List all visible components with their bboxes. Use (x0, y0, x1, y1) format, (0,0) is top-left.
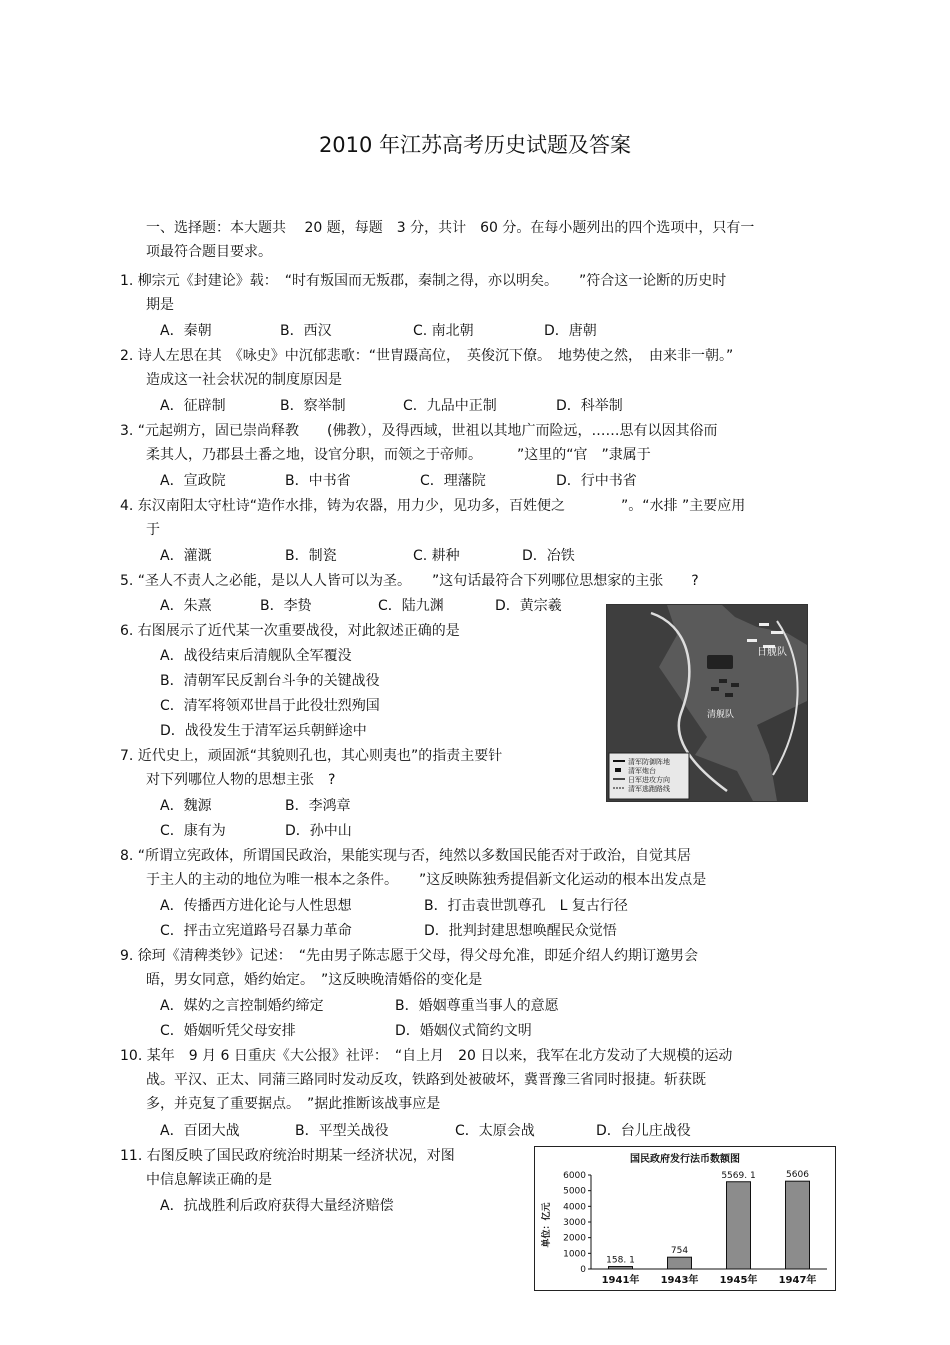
option: C．九品中正制 (403, 398, 497, 414)
option: C. 南北朝 (413, 323, 474, 339)
option: A．百团大战 (160, 1123, 240, 1139)
bar-value-label: 5606 (786, 1170, 809, 1181)
option: A．魏源 (160, 798, 212, 814)
option: C．理藩院 (420, 473, 486, 489)
option: D．婚姻仪式简约文明 (395, 1023, 532, 1039)
map-legend-item: 清军防御阵地 (628, 758, 670, 766)
bar-value-label: 158. 1 (606, 1255, 635, 1266)
option: A．秦朝 (160, 323, 212, 339)
y-tick-label: 3000 (563, 1218, 586, 1228)
option: B．打击袁世凯尊孔 L 复古行径 (424, 898, 628, 914)
y-tick-label: 5000 (563, 1186, 586, 1197)
page-title: 2010 年江苏高考历史试题及答案 (318, 133, 632, 157)
option: B．婚姻尊重当事人的意愿 (395, 998, 559, 1014)
question-stem: 柔其人，乃郡县土番之地，设官分职，而领之于帝师。 ”这里的“官 ”隶属于 (146, 447, 651, 463)
question-stem: 9. 徐珂《清稗类钞》记述： “先由男子陈志愿于父母，得父母允准，即延介绍人约期订邀男会 (120, 948, 699, 964)
bar-value-label: 754 (670, 1246, 689, 1257)
question-stem: 8. “所谓立宪政体，所谓国民政治，果能实现与否，纯然以多数国民能否对于政治，自觉其居 (120, 848, 692, 864)
question-stem: 造成这一社会状况的制度原因是 (146, 372, 342, 388)
question-stem: 中信息解读正确的是 (146, 1172, 272, 1188)
x-tick-label: 1943年 (660, 1275, 699, 1286)
y-tick-label: 4000 (563, 1202, 586, 1213)
bar (727, 1182, 751, 1269)
question-stem: 晤，男女同意，婚约始定。 ”这反映晚清婚俗的变化是 (146, 972, 483, 988)
option: D．批判封建思想唤醒民众觉悟 (424, 923, 617, 939)
map-legend-item: 清军逃跑路线 (628, 785, 670, 793)
option: D．科举制 (556, 398, 623, 414)
question-stem: 2. 诗人左思在其 《咏史》中沉郁悲歌：“世胄蹑高位， 英俊沉下僚。 地势使之然， 由来非一朝。” (120, 348, 734, 364)
option: C．婚姻听凭父母安排 (160, 1023, 296, 1039)
option: C．清军将领邓世昌于此役壮烈殉国 (160, 698, 380, 714)
option: B．察举制 (280, 398, 346, 414)
question-stem: 6. 右图展示了近代某一次重要战役，对此叙述正确的是 (120, 623, 460, 639)
chart-title: 国民政府发行法币数额图 (630, 1154, 740, 1165)
option: A．灌溉 (160, 548, 212, 564)
question-stem: 对下列哪位人物的思想主张 ? (146, 772, 336, 788)
section-instruction-line2: 项最符合题目要求。 (146, 244, 272, 260)
y-tick-label: 6000 (563, 1171, 586, 1181)
option: A．媒妁之言控制婚约缔定 (160, 998, 324, 1014)
option: A．朱熹 (160, 598, 212, 614)
bar-value-label: 5569. 1 (721, 1170, 756, 1181)
question-stem: 4. 东汉南阳太守杜诗“造作水排，铸为农器，用力少，见功多，百姓便之 ”。“水排 ”主要应用 (120, 498, 746, 514)
question-stem: 于主人的主动的地位为唯一根本之条件。 ”这反映陈独秀提倡新文化运动的根本出发点是 (146, 872, 707, 888)
bar (786, 1181, 810, 1269)
option: A．宣政院 (160, 473, 226, 489)
option: D．冶铁 (522, 548, 575, 564)
question-stem: 战。平汉、正太、同蒲三路同时发动反攻，铁路到处被破坏，冀晋豫三省同时报捷。斩获既 (146, 1072, 706, 1088)
question-stem: 3. “元起朔方，固已崇尚释教 (佛教），及得西域，世祖以其地广而险远，……思有以因其俗而 (120, 423, 718, 439)
option: D．唐朝 (544, 323, 597, 339)
option: C．陆九渊 (378, 598, 444, 614)
option: A．抗战胜利后政府获得大量经济赔偿 (160, 1198, 394, 1214)
option: D．行中书省 (556, 473, 637, 489)
option: C．太原会战 (455, 1123, 535, 1139)
option: D．黄宗羲 (495, 598, 562, 614)
option: D．战役发生于清军运兵朝鲜途中 (160, 723, 367, 739)
question-stem: 多，并克复了重要据点。 ”据此推断该战事应是 (146, 1096, 441, 1112)
bar (668, 1257, 692, 1269)
option: B．平型关战役 (295, 1123, 389, 1139)
map-legend-item: 清军炮台 (628, 767, 656, 775)
option: C. 耕种 (413, 548, 460, 564)
battle-map (607, 605, 807, 801)
question-stem: 10. 某年 9 月 6 日重庆《大公报》社评： “自上月 20 日以来，我军在北方发动了大规模的运动 (120, 1048, 733, 1064)
map-label-qing-fleet: 清舰队 (707, 710, 735, 720)
option: B．李鸿章 (285, 798, 351, 814)
option: C．康有为 (160, 823, 226, 839)
option: A．征辟制 (160, 398, 226, 414)
question-stem: 于 (146, 522, 160, 538)
question-stem: 5. “圣人不责人之必能，是以人人皆可以为圣。 ”这句话最符合下列哪位思想家的主张 ? (120, 573, 699, 589)
battle-map-figure (606, 604, 808, 802)
bar (609, 1267, 633, 1269)
option: B．李贽 (260, 598, 312, 614)
option: A．战役结束后清舰队全军覆没 (160, 648, 352, 664)
chart-ylabel: 单位：亿元 (542, 1202, 552, 1248)
option: B．中书省 (285, 473, 351, 489)
currency-issuance-chart (534, 1146, 836, 1291)
y-tick-label: 0 (580, 1265, 586, 1275)
map-legend-item: 日军进攻方向 (628, 776, 670, 784)
question-stem: 7. 近代史上，顽固派“其貌则孔也，其心则夷也”的指责主要针 (120, 748, 503, 764)
bar-chart (535, 1147, 835, 1290)
option: B．清朝军民反割台斗争的关键战役 (160, 673, 380, 689)
question-stem: 期是 (146, 297, 174, 313)
x-tick-label: 1945年 (719, 1275, 758, 1286)
option: D．台儿庄战役 (596, 1123, 691, 1139)
option: B．制瓷 (285, 548, 337, 564)
map-label-japanese-fleet: 日舰队 (757, 647, 787, 658)
option: C．抨击立宪道路号召暴力革命 (160, 923, 352, 939)
question-stem: 11. 右图反映了国民政府统治时期某一经济状况，对图 (120, 1148, 455, 1164)
option: A．传播西方进化论与人性思想 (160, 898, 352, 914)
option: B．西汉 (280, 323, 332, 339)
x-tick-label: 1947年 (778, 1275, 817, 1286)
question-stem: 1. 柳宗元《封建论》载： “时有叛国而无叛郡，秦制之得，亦以明矣。 ”符合这一论断的历史时 (120, 273, 727, 289)
x-tick-label: 1941年 (601, 1275, 640, 1286)
section-instruction-line1: 一、选择题：本大题共 20 题，每题 3 分，共计 60 分。在每小题列出的四个选项中，只有一 (146, 220, 755, 236)
y-tick-label: 1000 (563, 1249, 586, 1260)
option: D．孙中山 (285, 823, 352, 839)
y-tick-label: 2000 (563, 1233, 586, 1244)
